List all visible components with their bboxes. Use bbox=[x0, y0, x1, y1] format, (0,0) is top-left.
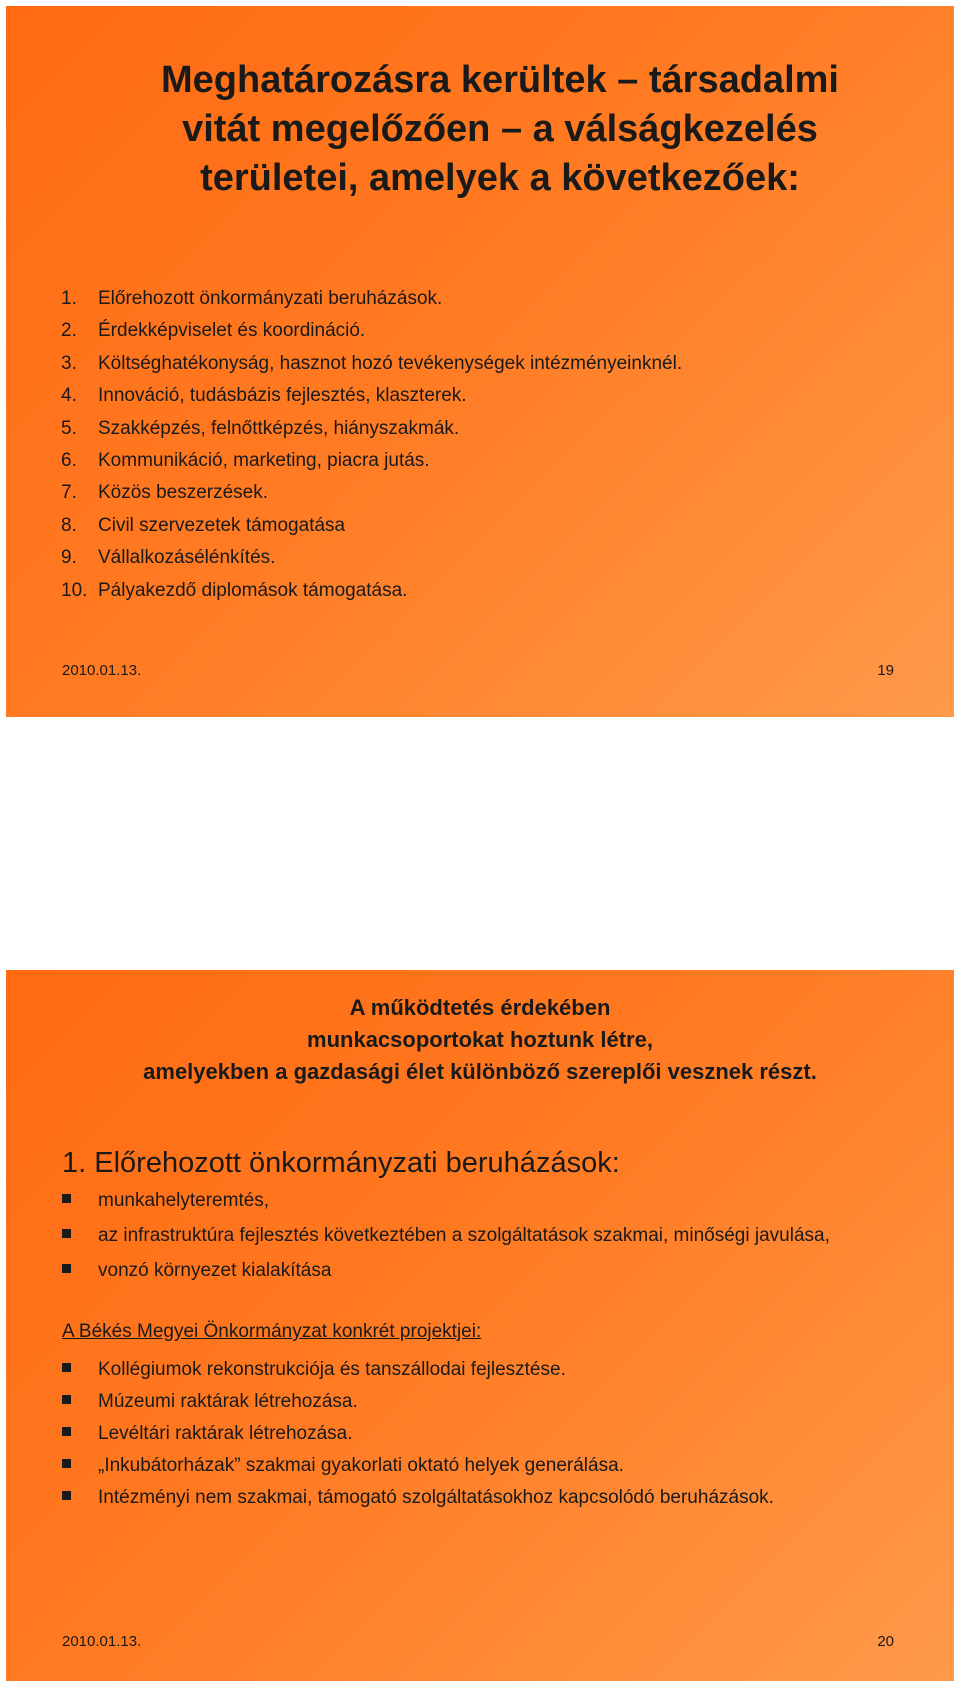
item-text: „Inkubátorházak” szakmai gyakorlati oktató helyek generálása. bbox=[98, 1455, 624, 1476]
item-text: az infrastruktúra fejlesztés következtében a szolgáltatások szakmai, minőségi javulása, bbox=[98, 1225, 830, 1246]
list-item bbox=[62, 1421, 862, 1446]
list-item bbox=[61, 283, 682, 315]
item-number: 2. bbox=[61, 320, 77, 342]
title-line: amelyekben a gazdasági élet különböző szereplői vesznek részt. bbox=[143, 1059, 817, 1084]
slide-19 bbox=[6, 6, 954, 717]
area-list bbox=[61, 283, 682, 607]
item-number: 1. bbox=[61, 288, 77, 309]
bullet-square-icon bbox=[62, 1363, 71, 1372]
item-text: Pályakezdő diplomások támogatása. bbox=[98, 579, 408, 601]
list-item bbox=[61, 315, 682, 347]
title-line: területei, amelyek a következőek: bbox=[200, 157, 800, 199]
list-item bbox=[61, 348, 682, 380]
bullet-square-icon bbox=[62, 1264, 71, 1273]
slide-title bbox=[66, 56, 934, 203]
title-line: Meghatározásra kerültek – társadalmi bbox=[161, 59, 839, 101]
list-item bbox=[62, 1389, 862, 1414]
list-item bbox=[61, 542, 682, 574]
section-heading: 1. Előrehozott önkormányzati beruházások: bbox=[62, 1147, 620, 1179]
item-number: 5. bbox=[61, 417, 77, 439]
bullet-square-icon bbox=[62, 1194, 71, 1203]
item-text: Érdekképviselet és koordináció. bbox=[98, 320, 366, 342]
item-text: munkahelyteremtés, bbox=[98, 1190, 270, 1211]
item-number: 4. bbox=[61, 385, 77, 407]
item-text: vonzó környezet kialakítása bbox=[98, 1260, 332, 1281]
item-text: Vállalkozásélénkítés. bbox=[98, 547, 276, 569]
list-item bbox=[62, 1223, 862, 1248]
item-text: Innováció, tudásbázis fejlesztés, klaszterek. bbox=[98, 385, 467, 407]
bullet-square-icon bbox=[62, 1459, 71, 1468]
item-text: Kollégiumok rekonstrukciója és tanszállodai fejlesztése. bbox=[98, 1359, 566, 1380]
list-item bbox=[62, 1357, 862, 1382]
item-text: Levéltári raktárak létrehozása. bbox=[98, 1423, 353, 1444]
item-text: Intézményi nem szakmai, támogató szolgáltatásokhoz kapcsolódó beruházások. bbox=[98, 1487, 774, 1508]
item-text: Kommunikáció, marketing, piacra jutás. bbox=[98, 450, 430, 472]
list-item bbox=[61, 510, 682, 542]
item-text: Előrehozott önkormányzati beruházások. bbox=[98, 288, 443, 309]
list-item bbox=[62, 1453, 862, 1478]
title-line: A működtetés érdekében bbox=[349, 995, 611, 1020]
item-text: Múzeumi raktárak létrehozása. bbox=[98, 1391, 358, 1412]
list-item bbox=[61, 445, 682, 477]
item-text: Közös beszerzések. bbox=[98, 482, 269, 504]
list-item bbox=[61, 380, 682, 412]
list-item bbox=[62, 1258, 862, 1283]
slide-20 bbox=[6, 970, 954, 1681]
slide-date: 2010.01.13. bbox=[62, 1633, 142, 1650]
item-number: 8. bbox=[61, 514, 77, 536]
projects-list bbox=[62, 1357, 862, 1517]
goals-list bbox=[62, 1188, 862, 1293]
bullet-square-icon bbox=[62, 1491, 71, 1500]
item-text: Szakképzés, felnőttképzés, hiányszakmák. bbox=[98, 417, 460, 439]
slide-page-number: 20 bbox=[877, 1633, 894, 1650]
item-number: 10. bbox=[61, 579, 88, 601]
list-item bbox=[61, 575, 682, 607]
projects-subheading: A Békés Megyei Önkormányzat konkrét projektjei: bbox=[62, 1321, 482, 1342]
list-item bbox=[61, 413, 682, 445]
slide-page-number: 19 bbox=[877, 662, 894, 679]
item-number: 9. bbox=[61, 547, 77, 569]
item-number: 6. bbox=[61, 450, 77, 472]
item-number: 3. bbox=[61, 352, 77, 374]
bullet-square-icon bbox=[62, 1395, 71, 1404]
list-item bbox=[62, 1485, 862, 1510]
list-item bbox=[62, 1188, 862, 1213]
title-line: vitát megelőzően – a válságkezelés bbox=[182, 108, 818, 150]
bullet-square-icon bbox=[62, 1427, 71, 1436]
slide-date: 2010.01.13. bbox=[62, 662, 142, 679]
bullet-square-icon bbox=[62, 1229, 71, 1238]
item-text: Költséghatékonyság, hasznot hozó tevékenységek intézményeinknél. bbox=[98, 352, 683, 374]
item-text: Civil szervezetek támogatása bbox=[98, 514, 346, 536]
title-line: munkacsoportokat hoztunk létre, bbox=[307, 1027, 653, 1052]
list-item bbox=[61, 477, 682, 509]
item-number: 7. bbox=[61, 482, 77, 504]
slide-title bbox=[26, 992, 934, 1088]
